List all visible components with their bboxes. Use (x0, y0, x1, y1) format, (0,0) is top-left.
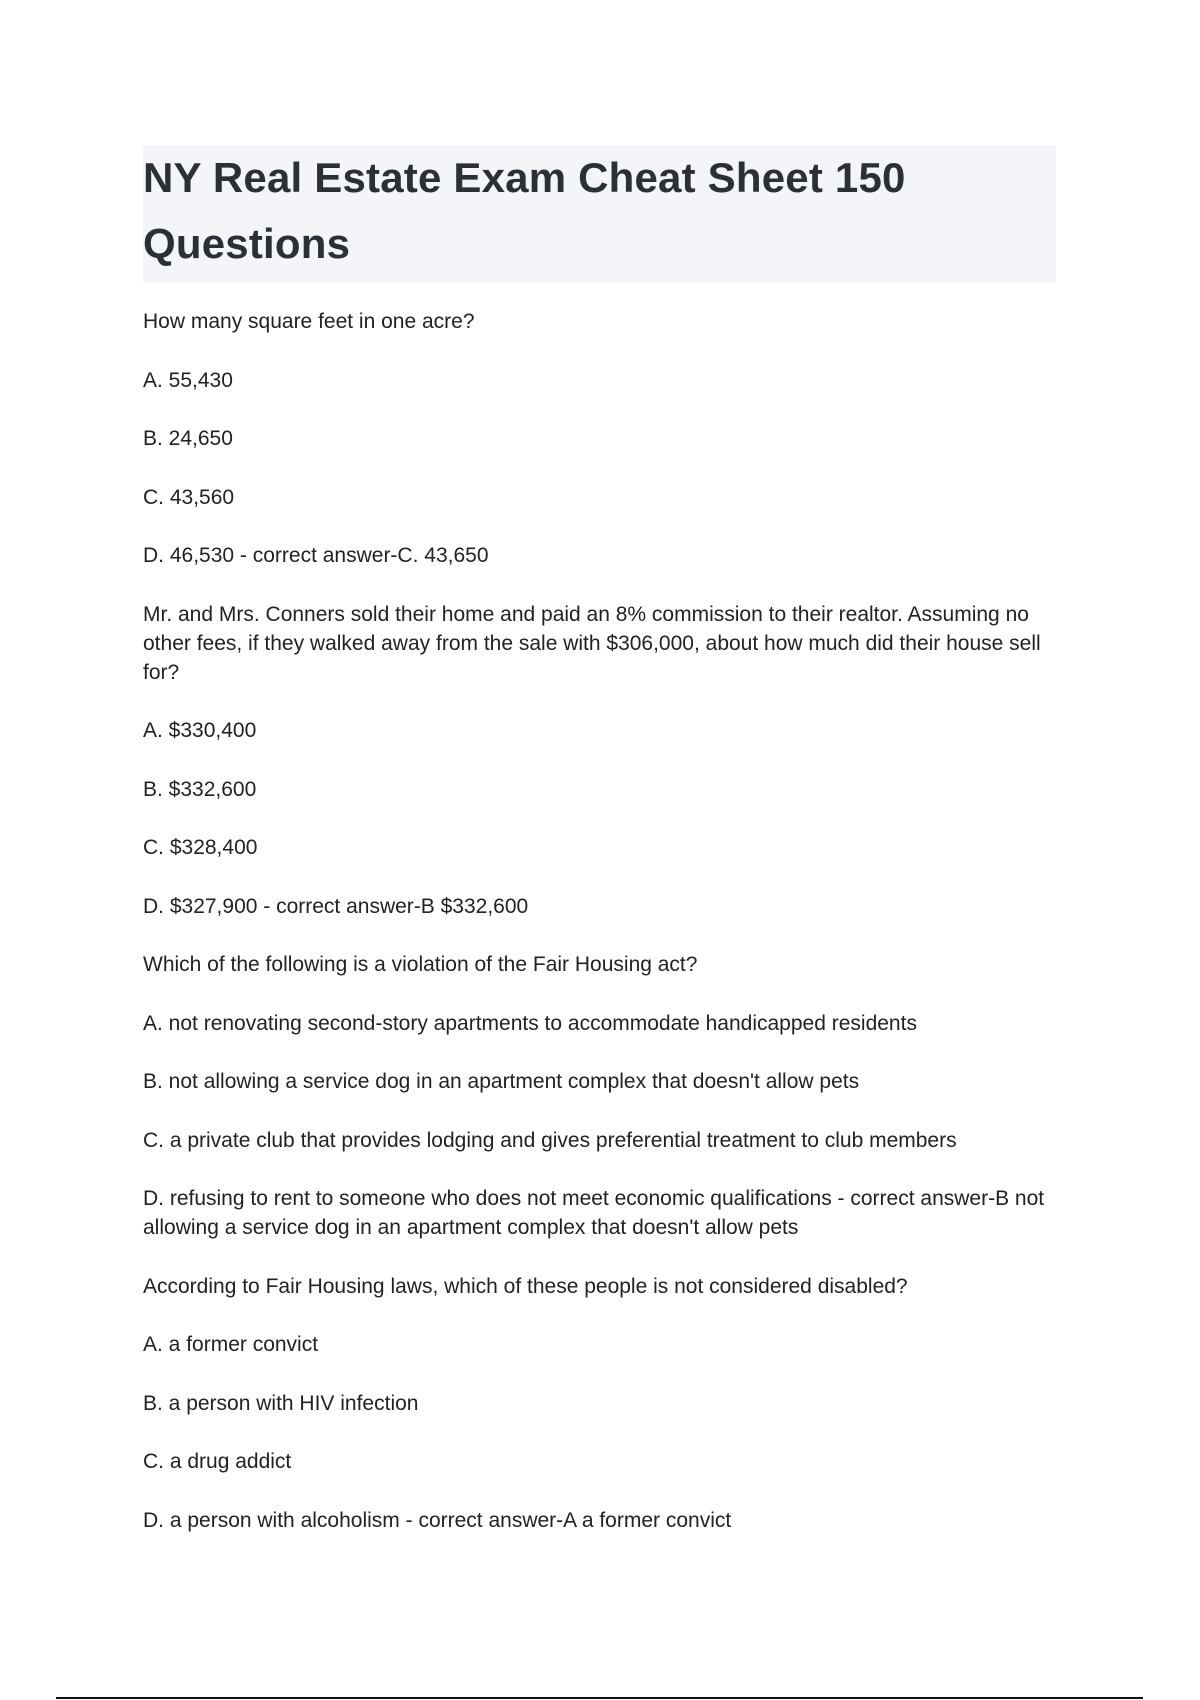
answer-option-with-correct-answer: D. refusing to rent to someone who does not meet economic qualifications - correct answer-B not allowing a service dog in an apartment complex that doesn't allow pets (143, 1187, 1045, 1239)
answer-option-with-correct-answer: D. 46,530 - correct answer-C. 43,650 (143, 544, 489, 567)
title-banner (143, 145, 1056, 283)
answer-option-with-correct-answer: D. a person with alcoholism - correct answer-A a former convict (143, 1508, 732, 1532)
answer-option: B. $332,600 (143, 777, 257, 801)
question-block-4 (143, 1272, 1056, 1535)
question-text: Mr. and Mrs. Conners sold their home and paid an 8% commission to their realtor. Assuming no other fees, if they walked away from the sale with $306,000, about how much did their house sell for? (143, 602, 1041, 684)
question-block-3 (143, 950, 1056, 1242)
answer-option: A. $330,400 (143, 719, 257, 742)
answer-option: C. a drug addict (143, 1450, 292, 1473)
answer-option: A. not renovating second-story apartments to accommodate handicapped residents (143, 1011, 917, 1035)
question-text: How many square feet in one acre? (143, 310, 475, 333)
answer-option: C. a private club that provides lodging and gives preferential treatment to club members (143, 1128, 957, 1152)
answer-option: A. a former convict (143, 1333, 319, 1356)
answer-option: A. 55,430 (143, 368, 233, 392)
document-page (143, 145, 1056, 1564)
question-block-2 (143, 600, 1056, 921)
answer-option-with-correct-answer: D. $327,900 - correct answer-B $332,600 (143, 894, 529, 918)
question-text: According to Fair Housing laws, which of these people is not considered disabled? (143, 1274, 908, 1298)
answer-option: C. $328,400 (143, 836, 258, 859)
answer-option: B. not allowing a service dog in an apartment complex that doesn't allow pets (143, 1070, 860, 1093)
question-text: Which of the following is a violation of the Fair Housing act? (143, 953, 698, 976)
document-title: NY Real Estate Exam Cheat Sheet 150 Questions (143, 154, 906, 267)
answer-option: B. 24,650 (143, 427, 233, 450)
answer-option: B. a person with HIV infection (143, 1391, 419, 1415)
answer-option: C. 43,560 (143, 485, 235, 509)
footer-divider (56, 1697, 1143, 1699)
question-block-1 (143, 307, 1056, 570)
